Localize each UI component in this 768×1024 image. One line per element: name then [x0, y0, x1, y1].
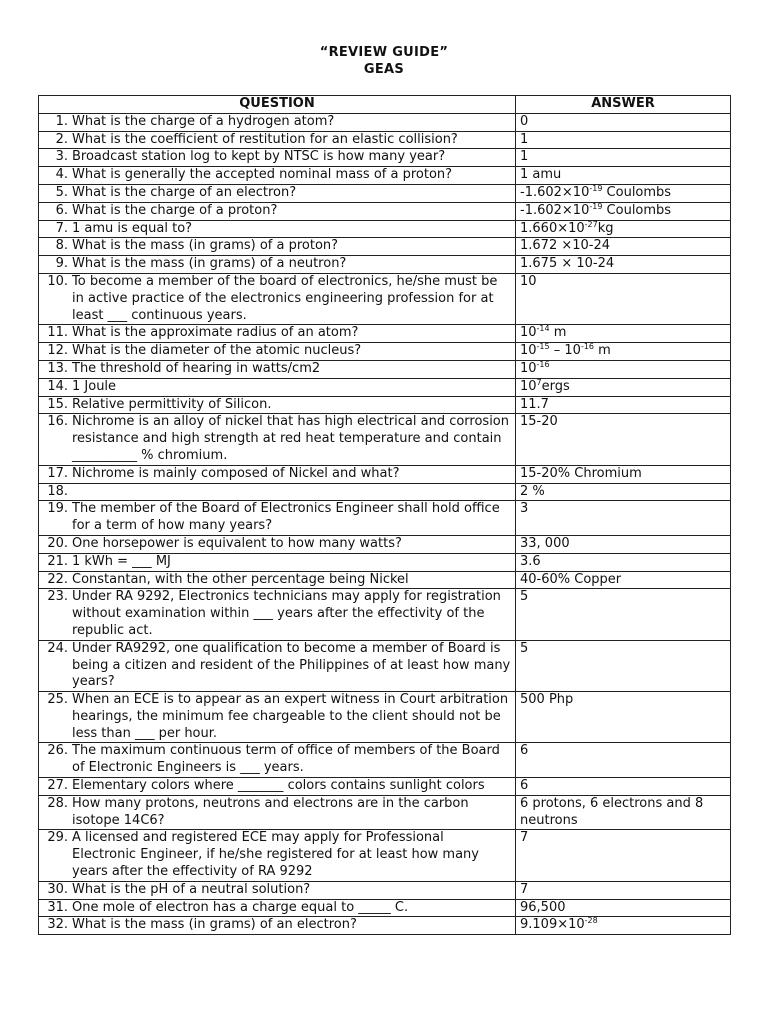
question-cell	[39, 256, 516, 274]
question-number: 14.	[47, 378, 68, 394]
question-header: QUESTION	[39, 96, 516, 114]
answer-cell: $1.660\times 10^{-27}kg$	[516, 220, 731, 238]
question-cell	[39, 167, 516, 185]
table-row	[39, 273, 731, 324]
question-cell	[39, 131, 516, 149]
question-cell	[39, 343, 516, 361]
question-text: What is the mass (in grams) of an electron?	[72, 917, 357, 933]
question-text: 1 amu is equal to?	[72, 220, 193, 236]
answer-cell: 500 Php	[516, 692, 731, 743]
table-row	[39, 378, 731, 396]
question-number: 30.	[47, 881, 68, 897]
question-cell	[39, 535, 516, 553]
question-cell	[39, 589, 516, 640]
question-number: 29.	[47, 830, 68, 846]
question-cell	[39, 501, 516, 536]
question-cell	[39, 396, 516, 414]
question-cell	[39, 273, 516, 324]
question-text: Nichrome is an alloy of nickel that has high electrical and corrosion resistance and high strength at red heat temperature and contain __________ % chromium.	[72, 414, 510, 463]
table-row	[39, 778, 731, 796]
table-header-row	[39, 96, 731, 114]
answer-cell: 5	[516, 589, 731, 640]
table-row	[39, 571, 731, 589]
table-row	[39, 343, 731, 361]
question-text: What is the mass (in grams) of a proton?	[72, 238, 339, 254]
answer-cell: 5	[516, 640, 731, 691]
question-number: 25.	[47, 692, 68, 708]
question-text: Broadcast station log to kept by NTSC is how many year?	[72, 149, 446, 165]
title-block	[0, 44, 768, 78]
table-row	[39, 640, 731, 691]
table-row	[39, 692, 731, 743]
table-row	[39, 414, 731, 465]
question-text: What is the mass (in grams) of a neutron?	[72, 256, 347, 272]
answer-cell: 40-60% Copper	[516, 571, 731, 589]
question-number: 27.	[47, 778, 68, 794]
question-text: A licensed and registered ECE may apply for Professional Electronic Engineer, if he/she registered for at least how many years after the effectivity of RA 9292	[72, 830, 479, 880]
table-body	[39, 113, 731, 934]
answer-cell: 3	[516, 501, 731, 536]
question-number: 1.	[55, 113, 68, 129]
question-text: 1 Joule	[72, 378, 117, 394]
question-cell	[39, 795, 516, 830]
question-number: 26.	[47, 743, 68, 759]
table-row	[39, 325, 731, 343]
question-cell	[39, 571, 516, 589]
answer-cell: 11.7	[516, 396, 731, 414]
question-text: The member of the Board of Electronics Engineer shall hold office for a term of how many years?	[72, 501, 500, 534]
table-row	[39, 256, 731, 274]
table-row	[39, 113, 731, 131]
question-text: To become a member of the board of electronics, he/she must be in active practice of the electronics engineering profession for at least ___ continuous years.	[72, 273, 498, 323]
question-number: 28.	[47, 795, 68, 811]
question-text: Under RA9292, one qualification to become a member of Board is being a citizen and resident of the Philippines of at least how many years?	[72, 640, 511, 690]
answer-cell: $10^{-15} - 10^{-16}$ m	[516, 343, 731, 361]
table-row	[39, 553, 731, 571]
question-cell	[39, 483, 516, 501]
answer-cell: 3.6	[516, 553, 731, 571]
question-cell	[39, 899, 516, 917]
question-text: Under RA 9292, Electronics technicians may apply for registration without examination within ___ years after the effectivity of the republic act.	[72, 589, 501, 638]
question-cell	[39, 414, 516, 465]
question-cell	[39, 830, 516, 881]
question-text: What is the diameter of the atomic nucleus?	[72, 343, 362, 359]
question-text: Elementary colors where _______ colors contains sunlight colors	[72, 778, 485, 794]
table-row	[39, 184, 731, 202]
answer-cell: 7	[516, 830, 731, 881]
answer-cell: $-1.602\times 10^{-19}$ Coulombs	[516, 202, 731, 220]
question-text: 1 kWh = ___ MJ	[72, 553, 171, 569]
question-text: What is the charge of an electron?	[72, 184, 297, 200]
question-text: What is the coefficient of restitution for an elastic collision?	[72, 131, 458, 147]
table-row	[39, 131, 731, 149]
answer-cell: 33, 000	[516, 535, 731, 553]
question-cell	[39, 184, 516, 202]
answer-cell: $-1.602\times 10^{-19}$ Coulombs	[516, 184, 731, 202]
question-text: Nichrome is mainly composed of Nickel and what?	[72, 465, 400, 481]
question-text: What is the charge of a proton?	[72, 202, 278, 218]
question-cell	[39, 553, 516, 571]
question-number: 8.	[55, 238, 68, 254]
answer-cell: $10^7ergs$	[516, 378, 731, 396]
question-number: 22.	[47, 571, 68, 587]
question-cell	[39, 640, 516, 691]
table-row	[39, 535, 731, 553]
question-number: 11.	[47, 325, 68, 341]
review-table	[38, 95, 731, 935]
question-text: Constantan, with the other percentage being Nickel	[72, 571, 409, 587]
question-text: When an ECE is to appear as an expert witness in Court arbitration hearings, the minimum fee chargeable to the client should not be less than ___ per hour.	[72, 692, 509, 741]
answer-cell: 6	[516, 743, 731, 778]
question-number: 2.	[55, 131, 68, 147]
question-number: 3.	[55, 149, 68, 165]
answer-cell: 0	[516, 113, 731, 131]
answer-cell: 1	[516, 131, 731, 149]
table-row	[39, 743, 731, 778]
question-cell	[39, 743, 516, 778]
question-number: 21.	[47, 553, 68, 569]
table-row	[39, 899, 731, 917]
answer-cell: 15-20% Chromium	[516, 465, 731, 483]
table-row	[39, 202, 731, 220]
answer-cell: 96,500	[516, 899, 731, 917]
question-number: 4.	[55, 167, 68, 183]
answer-header: ANSWER	[516, 96, 731, 114]
table-row	[39, 483, 731, 501]
question-text: What is the pH of a neutral solution?	[72, 881, 311, 897]
table-row	[39, 589, 731, 640]
question-text: Relative permittivity of Silicon.	[72, 396, 272, 412]
question-text	[68, 484, 511, 501]
answer-cell: 6 protons, 6 electrons and 8 neutrons	[516, 795, 731, 830]
question-cell	[39, 325, 516, 343]
question-text: How many protons, neutrons and electrons are in the carbon isotope 14C6?	[72, 795, 469, 828]
question-number: 10.	[47, 273, 68, 289]
question-number: 32.	[47, 917, 68, 933]
question-text: What is the approximate radius of an atom?	[72, 325, 359, 341]
question-cell	[39, 778, 516, 796]
table-row	[39, 238, 731, 256]
table-row	[39, 167, 731, 185]
question-text: The threshold of hearing in watts/cm2	[72, 360, 321, 376]
question-cell	[39, 360, 516, 378]
question-number: 20.	[47, 535, 68, 551]
question-cell	[39, 220, 516, 238]
question-text: One horsepower is equivalent to how many watts?	[72, 535, 402, 551]
table-row	[39, 830, 731, 881]
question-number: 18.	[47, 483, 68, 499]
table-row	[39, 795, 731, 830]
answer-cell: 7	[516, 881, 731, 899]
question-number: 24.	[47, 640, 68, 656]
answer-cell: 1	[516, 149, 731, 167]
table-row	[39, 917, 731, 935]
table-row	[39, 501, 731, 536]
question-cell	[39, 881, 516, 899]
question-number: 5.	[55, 184, 68, 200]
table-row	[39, 881, 731, 899]
question-number: 7.	[55, 220, 68, 236]
question-text: What is the charge of a hydrogen atom?	[72, 113, 335, 129]
answer-cell: 10	[516, 273, 731, 324]
document-title: “REVIEW GUIDE”	[319, 45, 449, 60]
question-cell	[39, 917, 516, 935]
question-text: The maximum continuous term of office of members of the Board of Electronic Engineers is ___ years.	[72, 743, 500, 776]
table-row	[39, 220, 731, 238]
question-cell	[39, 202, 516, 220]
answer-cell: 6	[516, 778, 731, 796]
question-cell	[39, 692, 516, 743]
answer-cell: 1.672 ×10-24	[516, 238, 731, 256]
question-number: 16.	[47, 414, 68, 430]
table-row	[39, 360, 731, 378]
question-text: What is generally the accepted nominal mass of a proton?	[72, 167, 453, 183]
answer-cell: 2 %	[516, 483, 731, 501]
question-cell	[39, 149, 516, 167]
question-number: 31.	[47, 899, 68, 915]
question-cell	[39, 378, 516, 396]
question-number: 23.	[47, 589, 68, 605]
question-cell	[39, 113, 516, 131]
question-number: 13.	[47, 360, 68, 376]
question-cell	[39, 238, 516, 256]
question-number: 6.	[55, 202, 68, 218]
question-text: One mole of electron has a charge equal to _____ C.	[72, 899, 409, 915]
answer-cell: $10^{-14}$ m	[516, 325, 731, 343]
table-row	[39, 396, 731, 414]
answer-cell: 1.675 × 10-24	[516, 256, 731, 274]
question-number: 19.	[47, 501, 68, 517]
question-number: 17.	[47, 465, 68, 481]
table-row	[39, 465, 731, 483]
question-number: 15.	[47, 396, 68, 412]
question-number: 12.	[47, 343, 68, 359]
question-cell	[39, 465, 516, 483]
answer-cell: 15-20	[516, 414, 731, 465]
question-number: 9.	[55, 256, 68, 272]
answer-cell: 1 amu	[516, 167, 731, 185]
document-subtitle: GEAS	[363, 62, 405, 77]
answer-cell: $10^{-16}$	[516, 360, 731, 378]
answer-cell: $9.109\times 10^{-28}$	[516, 917, 731, 935]
table-row	[39, 149, 731, 167]
